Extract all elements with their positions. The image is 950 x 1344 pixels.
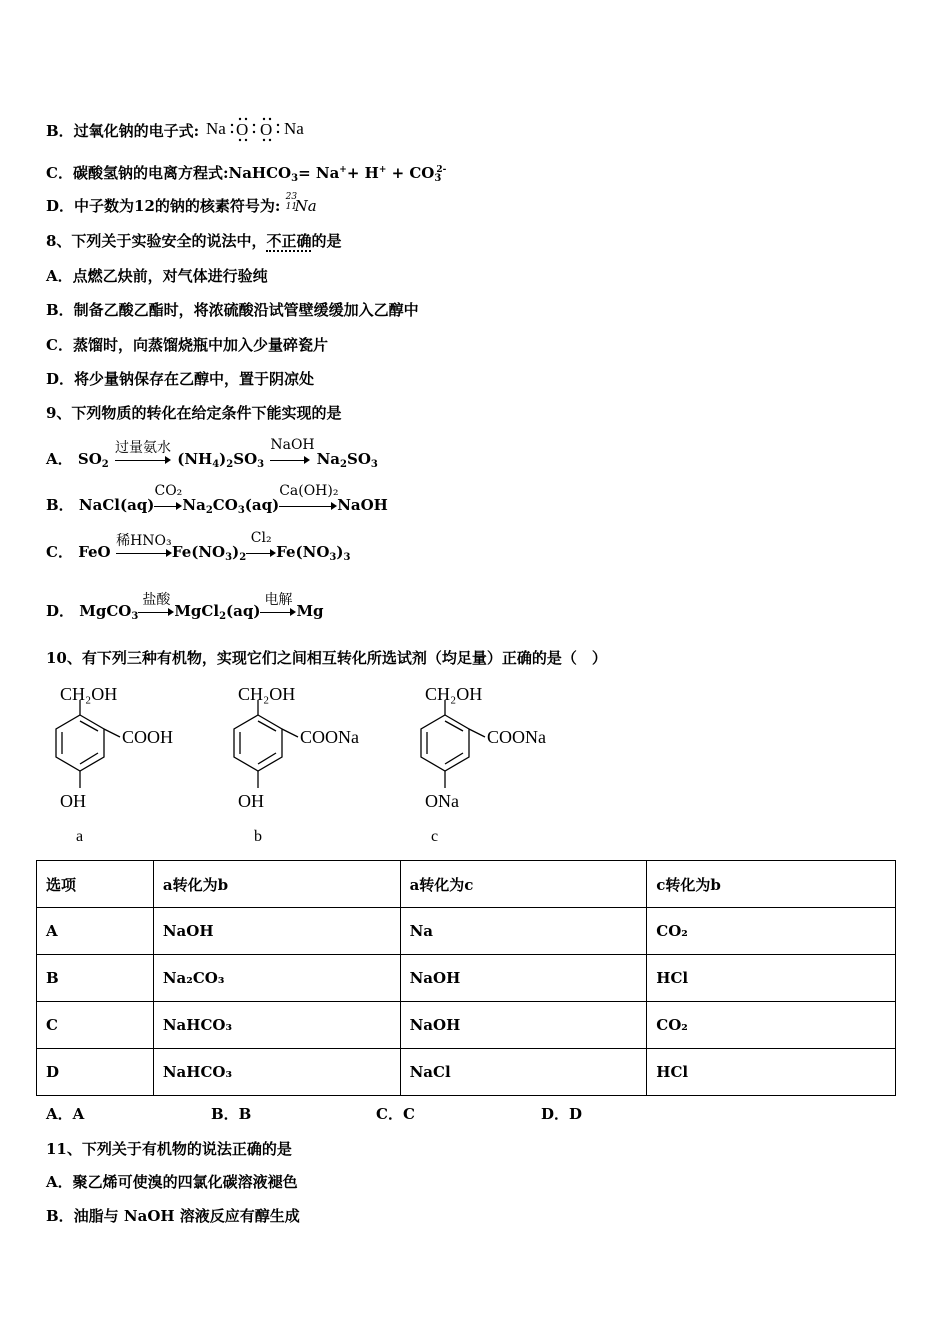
svg-text:O: O — [260, 120, 273, 139]
table-cell: NaHCO₃ — [153, 1049, 400, 1096]
molecule-c-bottom: ONa — [425, 791, 459, 811]
molecule-b-side: COONa — [300, 727, 359, 747]
reaction-arrow — [260, 592, 296, 619]
molecule-a-top: CH₂OH — [60, 684, 118, 704]
table-header: 选项 — [37, 861, 154, 908]
reaction-arrow — [138, 592, 174, 619]
q9-d-s2b: (aq) — [226, 602, 261, 620]
atomic-number: 11 — [285, 202, 298, 212]
molecule-c-top: CH₂OH — [425, 684, 483, 704]
answer-choice-d[interactable]: D．D — [541, 1105, 583, 1123]
q9-option-b: B． NaCl(aq) CO₂ $Na_2CO_3(aq)$ Ca(OH)₂ NaOH — [46, 483, 388, 516]
reaction-arrow — [116, 533, 172, 560]
table-cell: Na — [400, 908, 647, 955]
q9-a-label: A． — [46, 450, 73, 468]
table-cell: A — [37, 908, 154, 955]
reaction-arrow — [279, 483, 339, 513]
q9-d-s3: Mg — [296, 602, 324, 620]
q8-option-c: C．蒸馏时，向蒸馏烧瓶中加入少量碎瓷片 — [46, 336, 328, 354]
q10-stem: 10、有下列三种有机物，实现它们之间相互转化所选试剂（均足量）正确的是（ ） — [46, 649, 607, 667]
q9-b-s2b: CO — [212, 496, 238, 514]
q9-c-s2b: ) — [232, 543, 240, 561]
peroxide-electron-formula — [204, 121, 316, 140]
molecule-a — [56, 684, 173, 845]
table-cell: CO₂ — [647, 1002, 896, 1049]
q11-stem: 11、下列关于有机物的说法正确的是 — [46, 1140, 292, 1158]
q7-c-part-d: + CO — [386, 164, 435, 182]
q9-c-s3b: ) — [336, 543, 344, 561]
table-cell: NaOH — [153, 908, 400, 955]
q9-c-s3: Fe(NO — [276, 543, 330, 561]
q9-b-s3: NaOH — [337, 496, 388, 514]
arrow-condition: 盐酸 — [142, 592, 171, 608]
q9-option-a: A． $SO_2$ 过量氨水 $(NH_4)_2SO_3$ NaOH $Na_2SO_3$ — [46, 437, 378, 470]
table-row — [37, 908, 896, 955]
answer-choice-b[interactable]: B．B — [211, 1105, 252, 1123]
q10-answer-choices — [46, 1103, 661, 1124]
q9-a-s2: (NH — [177, 450, 213, 468]
molecule-c-label: c — [431, 828, 439, 845]
molecule-b-top: CH₂OH — [238, 684, 296, 704]
reaction-arrow — [246, 530, 276, 560]
q8-option-b: B．制备乙酸乙酯时，将浓硫酸沿试管壁缓缓加入乙醇中 — [46, 301, 419, 319]
table-cell: B — [37, 955, 154, 1002]
molecule-a-label: a — [76, 828, 84, 845]
molecule-c-side: COONa — [487, 727, 546, 747]
svg-text:Na: Na — [206, 119, 227, 138]
arrow-condition: 过量氨水 — [114, 440, 171, 456]
svg-text:O: O — [236, 120, 249, 139]
table-row — [37, 1049, 896, 1096]
reaction-arrow — [154, 483, 183, 513]
arrow-condition: NaOH — [270, 437, 315, 453]
q8-option-d: D．将少量钠保存在乙醇中，置于阴凉处 — [46, 370, 315, 388]
q9-a-s2c: SO — [233, 450, 258, 468]
molecule-c — [421, 684, 546, 845]
q9-b-label: B． — [46, 496, 74, 514]
organic-structures — [40, 680, 600, 850]
nuclide-symbol — [285, 192, 318, 215]
q7-c-part-b: = Na — [298, 164, 340, 182]
reaction-arrow — [114, 440, 171, 467]
arrow-condition: 电解 — [264, 592, 293, 608]
q8-stem-a: 8、下列关于实验安全的说法中， — [46, 232, 267, 250]
q9-d-s2: MgCl — [174, 602, 220, 620]
q11-option-b: B．油脂与 NaOH 溶液反应有醇生成 — [46, 1207, 300, 1225]
table-header: a转化为c — [400, 861, 647, 908]
q11-option-a: A．聚乙烯可使溴的四氯化碳溶液褪色 — [46, 1173, 298, 1191]
q8-stem-b: 的是 — [311, 232, 342, 250]
arrow-condition: 稀HNO₃ — [116, 533, 172, 549]
q8-stem-emphasis: 不正确 — [266, 232, 312, 250]
q7-option-d — [46, 192, 318, 216]
table-cell: Na₂CO₃ — [153, 955, 400, 1002]
arrow-condition: CO₂ — [154, 483, 183, 499]
mass-number: 23 — [285, 192, 298, 202]
q9-option-d: D． MgCO$_3$ 盐酸 MgCl$_2$(aq) 电解 Mg — [46, 600, 324, 622]
molecule-a-bottom: OH — [60, 791, 86, 811]
q7-option-b — [46, 114, 316, 144]
molecule-b — [234, 684, 359, 845]
q7-option-c: C．碳酸氢钠的电离方程式:NaHCO$_3$= $Na^++ H^+ + CO_3^{2-}$ — [46, 164, 447, 184]
arrow-condition: Cl₂ — [250, 530, 272, 546]
q9-stem: 9、下列物质的转化在给定条件下能实现的是 — [46, 404, 342, 422]
table-cell: D — [37, 1049, 154, 1096]
q9-d-label: D． — [46, 602, 75, 620]
molecule-a-side: COOH — [122, 727, 174, 747]
q9-d-s1: MgCO — [79, 602, 132, 620]
table-header-row — [37, 861, 896, 908]
q9-b-s1: NaCl(aq) — [78, 496, 155, 514]
svg-text:Na: Na — [284, 119, 305, 138]
q9-c-label: C． — [46, 543, 73, 561]
table-cell: NaOH — [400, 955, 647, 1002]
q10-options-table — [36, 860, 896, 1096]
q8-option-a: A．点燃乙炔前，对气体进行验纯 — [46, 267, 268, 285]
answer-choice-a[interactable]: A．A — [46, 1105, 85, 1123]
reaction-arrow — [270, 437, 315, 467]
q7-d-text: D．中子数为12的钠的核素符号为: — [46, 197, 281, 215]
q9-c-s2: Fe(NO — [171, 543, 226, 561]
table-cell: NaHCO₃ — [153, 1002, 400, 1049]
table-header: a转化为b — [153, 861, 400, 908]
molecule-b-bottom: OH — [238, 791, 264, 811]
q9-option-c: C． FeO 稀HNO₃ $Fe(NO_3)_2$ Cl₂ $Fe(NO_3)_3$ — [46, 530, 351, 563]
table-cell: NaCl — [400, 1049, 647, 1096]
table-cell: NaOH — [400, 1002, 647, 1049]
q8-stem — [46, 230, 341, 251]
q7-option-b-text: B．过氧化钠的电子式: — [46, 122, 200, 140]
q9-a-s1: SO — [77, 450, 102, 468]
q9-b-s2c: (aq) — [244, 496, 280, 514]
table-row — [37, 955, 896, 1002]
table-header: c转化为b — [647, 861, 896, 908]
q9-a-s2b: ) — [219, 450, 227, 468]
arrow-condition: Ca(OH)₂ — [279, 483, 339, 499]
q9-a-s3: Na — [316, 450, 341, 468]
table-row — [37, 1002, 896, 1049]
molecule-b-label: b — [254, 828, 262, 845]
q9-b-s2: Na — [182, 496, 206, 514]
q9-c-s1: FeO — [78, 543, 111, 561]
table-cell: C — [37, 1002, 154, 1049]
element-symbol: Na — [294, 197, 317, 215]
q9-a-s3b: SO — [347, 450, 371, 468]
q7-c-part-a: C．碳酸氢钠的电离方程式:NaHCO — [46, 164, 292, 182]
table-cell: HCl — [647, 1049, 896, 1096]
table-cell: HCl — [647, 955, 896, 1002]
q7-c-part-c: + H — [346, 164, 379, 182]
table-cell: CO₂ — [647, 908, 896, 955]
answer-choice-c[interactable]: C．C — [376, 1105, 415, 1123]
electron-dot-diagram — [204, 114, 316, 144]
